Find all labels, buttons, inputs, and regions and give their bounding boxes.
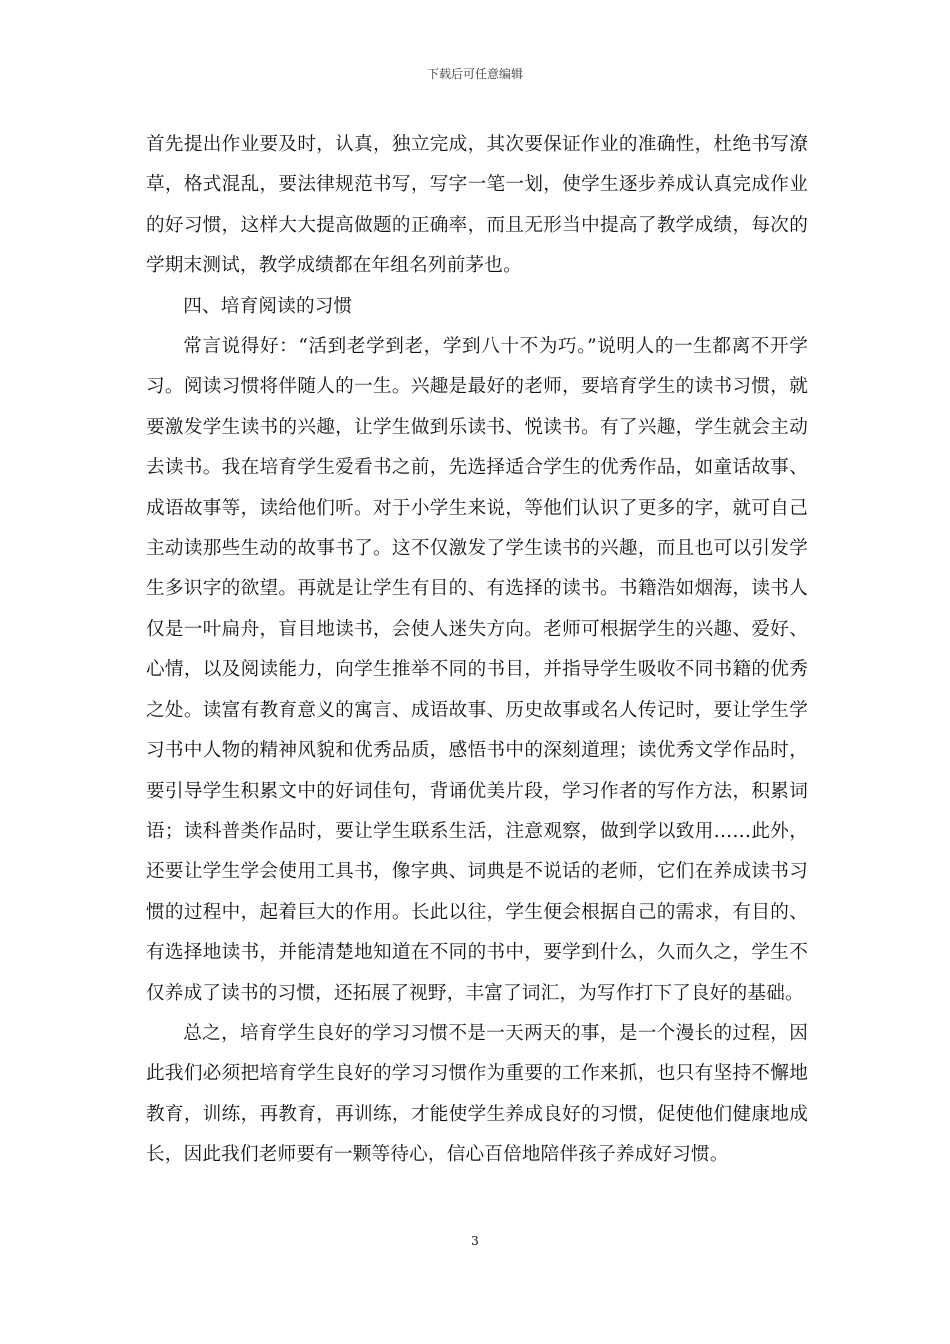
section-heading-reading-habit: 四、培育阅读的习惯 — [183, 295, 353, 317]
page-number: 3 — [471, 1234, 479, 1248]
paragraph-reading-habit: 常言说得好：“活到老学到老，学到八十不为巧。”说明人的一生都离不开学习。阅读习惯将伴随人的一生。兴趣是最好的老师，要培育学生的读书习惯，就要激发学生读书的兴趣，让学生做到乐读书、悦读书。有了兴趣，学生就会主动去读书。我在培育学生爱看书之前，先选择适合学生的优秀作品，如童话故事、成语故事等，读给他们听。对于小学生来说，等他们认识了更多的字，就可自己主动读那些生动的故事书了。这不仅激发了学生读书的兴趣，而且也可以引发学生多识字的欲望。再就是让学生有目的、有选择的读书。书籍浩如烟海，读书人仅是一叶扁舟，盲目地读书，会使人迷失方向。老师可根据学生的兴趣、爱好、心情，以及阅读能力，向学生推举不同的书目，并指导学生吸收不同书籍的优秀之处。读富有教育意义的寓言、成语故事、历史故事或名人传记时，要让学生学习书中人物的精神风貌和优秀品质，感悟书中的深刻道理；读优秀文学作品时，要引导学生积累文中的好词佳句，背诵优美片段，学习作者的写作方法，积累词语；读科普类作品时，要让学生联系生活，注意观察，做到学以致用……此外，还要让学生学会使用工具书，像字典、词典是不说话的老师，它们在养成读书习惯的过程中，起着巨大的作用。长此以往，学生便会根据自己的需求，有目的、有选择地读书，并能清楚地知道在不同的书中，要学到什么，久而久之，学生不仅养成了读书的习惯，还拓展了视野，丰富了词汇，为写作打下了良好的基础。 — [146, 336, 808, 1004]
paragraph-homework-continued: 首先提出作业要及时，认真，独立完成，其次要保证作业的准确性，杜绝书写潦草，格式混乱，要法律规范书写，写字一笔一划，使学生逐步养成认真完成作业的好习惯，这样大大提高做题的正确率，而且无形当中提高了教学成绩，每次的学期末测试，教学成绩都在年组名列前茅也。 — [146, 134, 808, 277]
page-header: 下载后可任意编辑 — [426, 67, 523, 81]
document-body — [146, 125, 808, 1176]
paragraph-conclusion: 总之，培育学生良好的学习习惯不是一天两天的事，是一个漫长的过程，因此我们必须把培育学生良好的学习习惯作为重要的工作来抓，也只有坚持不懈地教育，训练，再教育，再训练，才能使学生养成良好的习惯，促使他们健康地成长，因此我们老师要有一颗等待心，信心百倍地陪伴孩子养成好习惯。 — [146, 1022, 808, 1166]
